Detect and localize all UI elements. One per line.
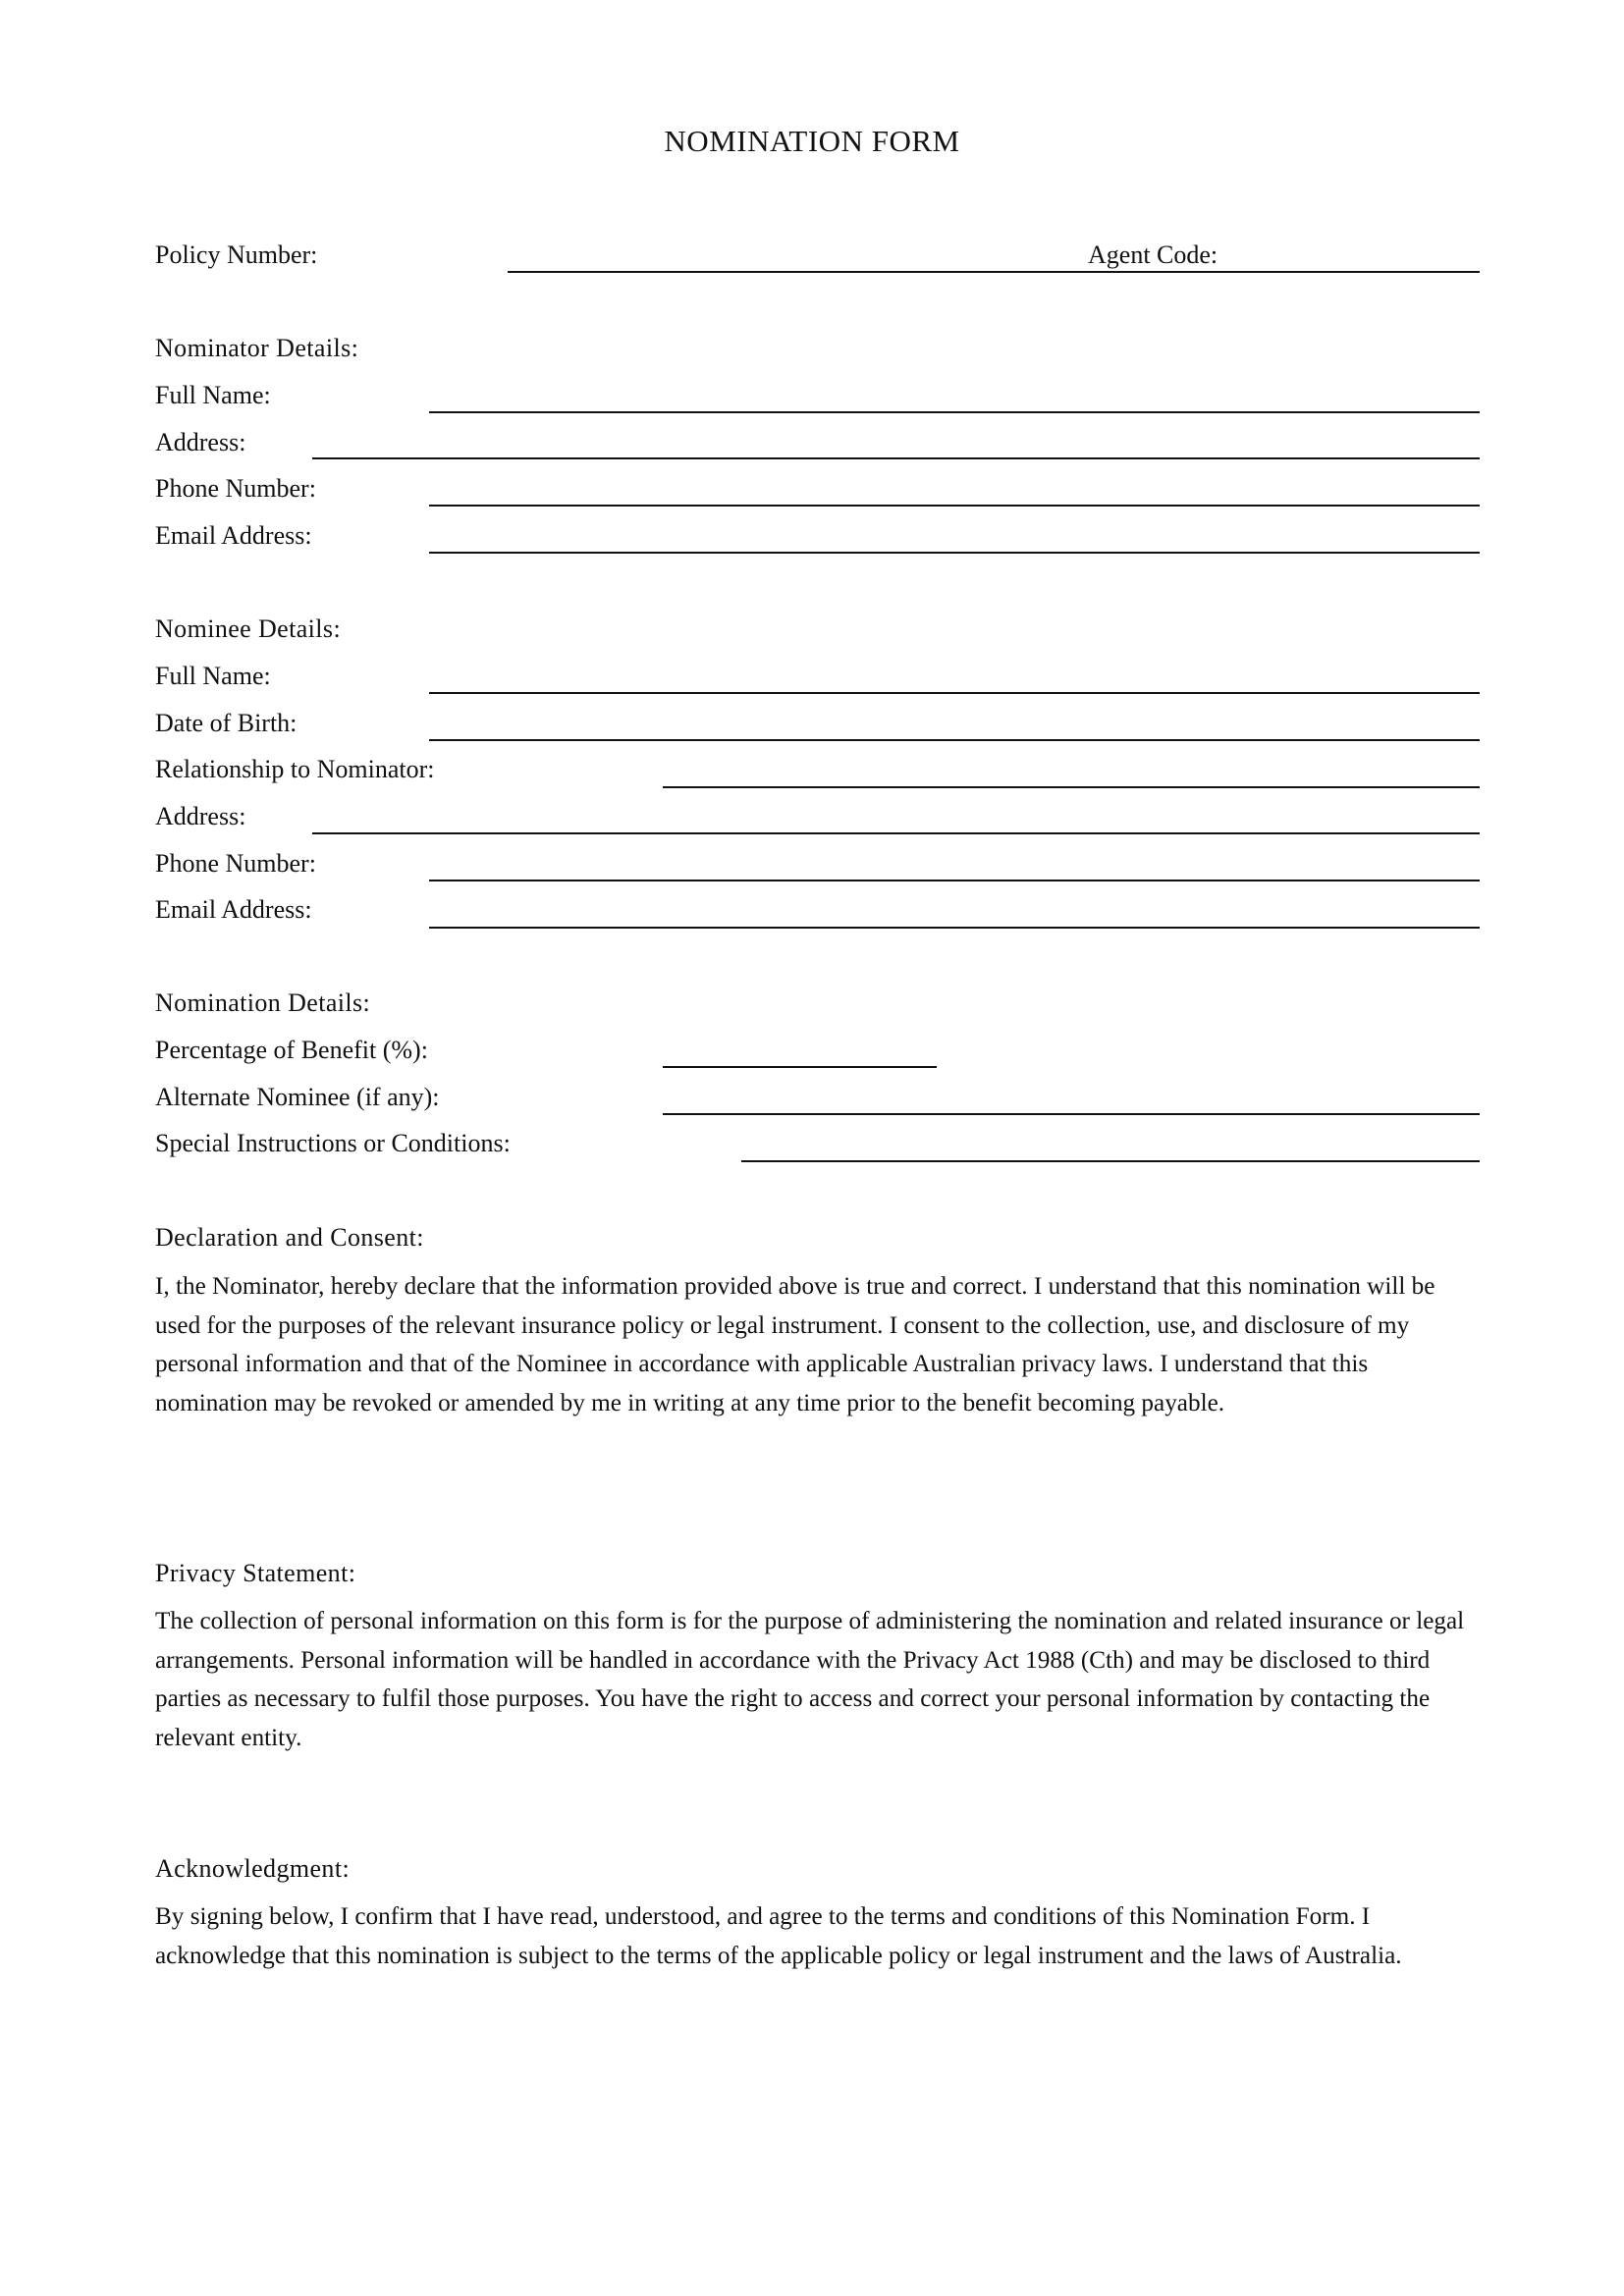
nominator-email-label: Email Address: xyxy=(155,521,312,550)
nominator-full-name-field[interactable] xyxy=(429,411,1480,413)
policy-number-field[interactable] xyxy=(508,271,1480,273)
nominee-relationship-label: Relationship to Nominator: xyxy=(155,755,435,783)
nominator-address-label: Address: xyxy=(155,428,246,456)
acknowledgment-heading: Acknowledgment: xyxy=(155,1854,351,1883)
nominee-full-name-field[interactable] xyxy=(429,692,1480,694)
nominee-dob-label: Date of Birth: xyxy=(155,709,298,737)
nominator-phone-field[interactable] xyxy=(429,505,1480,507)
special-instructions-field[interactable] xyxy=(741,1160,1480,1162)
alternate-nominee-label: Alternate Nominee (if any): xyxy=(155,1083,440,1111)
nominee-address-label: Address: xyxy=(155,802,246,830)
nominator-full-name-label: Full Name: xyxy=(155,381,271,409)
percentage-benefit-label: Percentage of Benefit (%): xyxy=(155,1036,428,1064)
nominee-phone-label: Phone Number: xyxy=(155,849,316,878)
nominator-details-heading: Nominator Details: xyxy=(155,334,359,362)
nominee-address-field[interactable] xyxy=(312,832,1480,834)
agent-code-label: Agent Code: xyxy=(1088,240,1218,269)
nominator-address-field[interactable] xyxy=(312,457,1480,459)
nominator-phone-label: Phone Number: xyxy=(155,474,316,503)
declaration-heading: Declaration and Consent: xyxy=(155,1223,424,1252)
nominee-relationship-field[interactable] xyxy=(663,786,1480,788)
acknowledgment-text: By signing below, I confirm that I have read, understood, and agree to the terms and conditions of this Nomination Form. I acknowledge that this nomination is subject to the terms of the applicable policy or legal instrument and the laws of Australia. xyxy=(155,1903,1402,1969)
nominee-dob-field[interactable] xyxy=(429,739,1480,741)
privacy-heading: Privacy Statement: xyxy=(155,1559,356,1587)
alternate-nominee-field[interactable] xyxy=(663,1113,1480,1115)
declaration-text: I, the Nominator, hereby declare that the information provided above is true and correct. I understand that this nomination will be used for the purposes of the relevant insurance policy or legal instrument. I consent to the collection, use, and disclosure of my personal information and that of the Nominee in accordance with applicable Australian privacy laws. I understand that this nomination may be revoked or amended by me in writing at any time prior to the benefit becoming payable. xyxy=(155,1273,1435,1416)
policy-number-label: Policy Number: xyxy=(155,240,318,269)
nominee-details-heading: Nominee Details: xyxy=(155,614,342,643)
privacy-text: The collection of personal information on this form is for the purpose of administering the nomination and related insurance or legal arrangements. Personal information will be handled in accordance with the Privacy Act 1988 (Cth) and may be disclosed to third parties as necessary to fulfil those purposes. You have the right to access and correct your personal information by contacting the relevant entity. xyxy=(155,1608,1465,1751)
nominee-email-field[interactable] xyxy=(429,927,1480,929)
nominee-email-label: Email Address: xyxy=(155,895,312,924)
nominee-full-name-label: Full Name: xyxy=(155,662,271,690)
nominator-email-field[interactable] xyxy=(429,552,1480,554)
nomination-details-heading: Nomination Details: xyxy=(155,988,371,1017)
special-instructions-label: Special Instructions or Conditions: xyxy=(155,1129,511,1157)
page-title: NOMINATION FORM xyxy=(664,124,960,158)
percentage-benefit-field[interactable] xyxy=(663,1066,937,1068)
nominee-phone-field[interactable] xyxy=(429,880,1480,881)
